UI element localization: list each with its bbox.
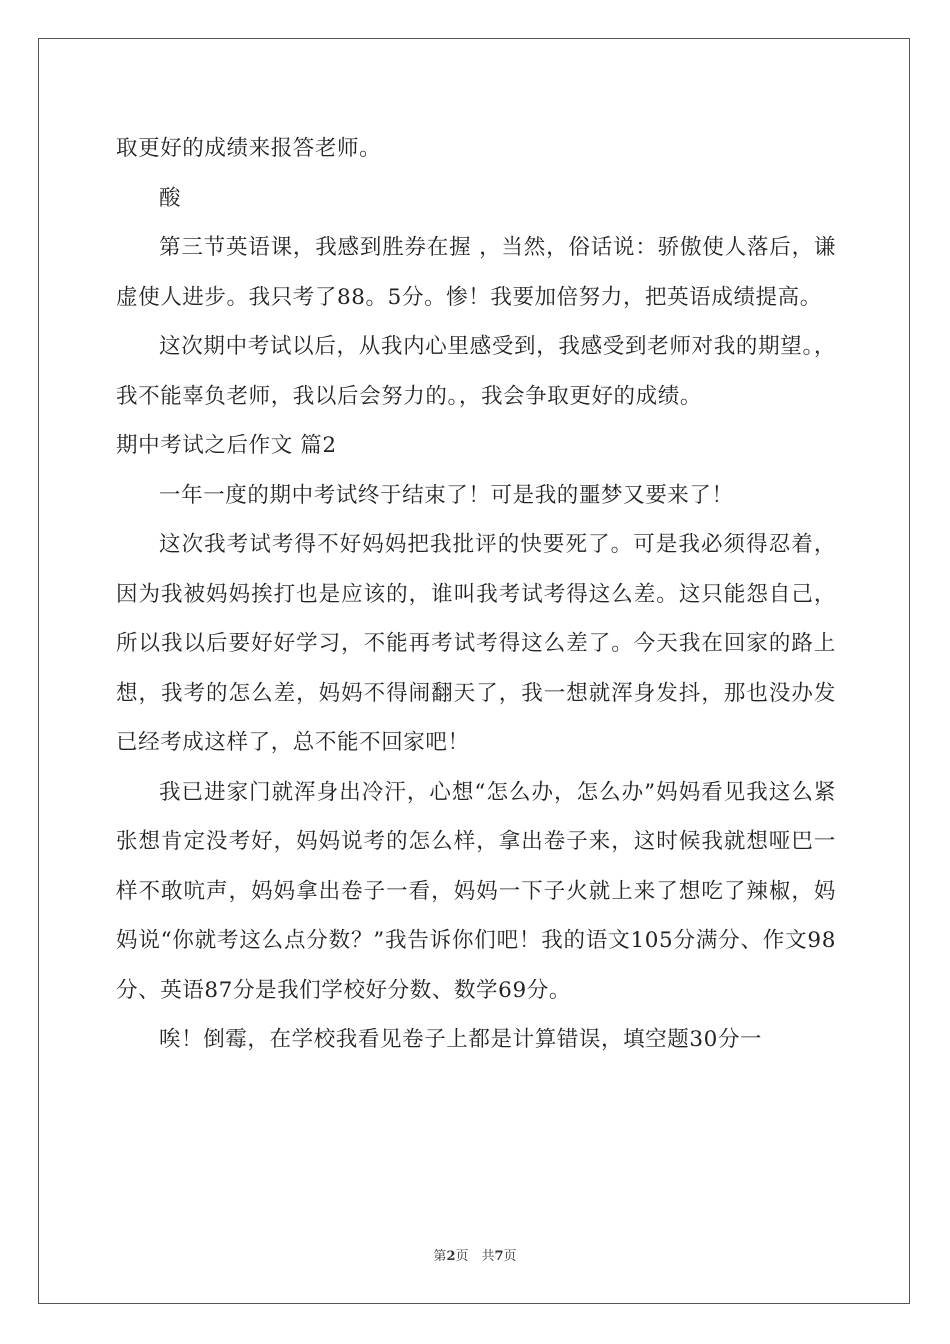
footer-page-prefix: 第 — [433, 1249, 447, 1264]
paragraph-3: 第三节英语课，我感到胜券在握 ，当然，俗话说：骄傲使人落后，谦虚使人进步。我只考了88。5分。惨！我要加倍努力，把英语成绩提高。 — [116, 235, 836, 310]
document-body — [116, 124, 836, 1065]
footer-page-total: 7 — [494, 1249, 504, 1264]
paragraph-6: 这次我考试考得不好妈妈把我批评的快要死了。可是我必须得忍着，因为我被妈妈挨打也是应该的，谁叫我考试考得这么差。这只能怨自己，所以我以后要好好学习，不能再考试考得这么差了。今天我在回家的路上想，我考的怎么差，妈妈不得闹翻天了，我一想就浑身发抖，那也没办发已经考成这样了，总不能不回家吧！ — [116, 532, 836, 755]
footer-page-suffix: 页 — [503, 1249, 517, 1264]
footer-page-mid: 页 共 — [455, 1249, 495, 1264]
paragraph-4: 这次期中考试以后，从我内心里感受到，我感受到老师对我的期望。，我不能辜负老师，我以后会努力的。，我会争取更好的成绩。 — [116, 334, 836, 409]
page-footer — [0, 1245, 950, 1264]
paragraph-8: 唉！倒霉，在学校我看见卷子上都是计算错误，填空题30分一 — [159, 1027, 763, 1052]
paragraph-1: 取更好的成绩来报答老师。 — [116, 136, 382, 161]
paragraph-2: 酸 — [159, 185, 182, 211]
paragraph-5: 一年一度的期中考试终于结束了！可是我的噩梦又要来了！ — [159, 482, 734, 508]
paragraph-7: 我已进家门就浑身出冷汗，心想“怎么办，怎么办”妈妈看见我这么紧张想肯定没考好，妈妈说考的怎么样，拿出卷子来，这时候我就想哑巴一样不敢吭声，妈妈拿出卷子一看，妈妈一下子火就上来了想吃了辣椒，妈妈说“你就考这么点分数？”我告诉你们吧！我的语文105分满分、作文98分、英语87分是我们学校好分数、数学69分。 — [116, 779, 836, 1003]
footer-page-current: 2 — [446, 1249, 456, 1264]
section-heading: 期中考试之后作文 篇2 — [116, 433, 337, 458]
